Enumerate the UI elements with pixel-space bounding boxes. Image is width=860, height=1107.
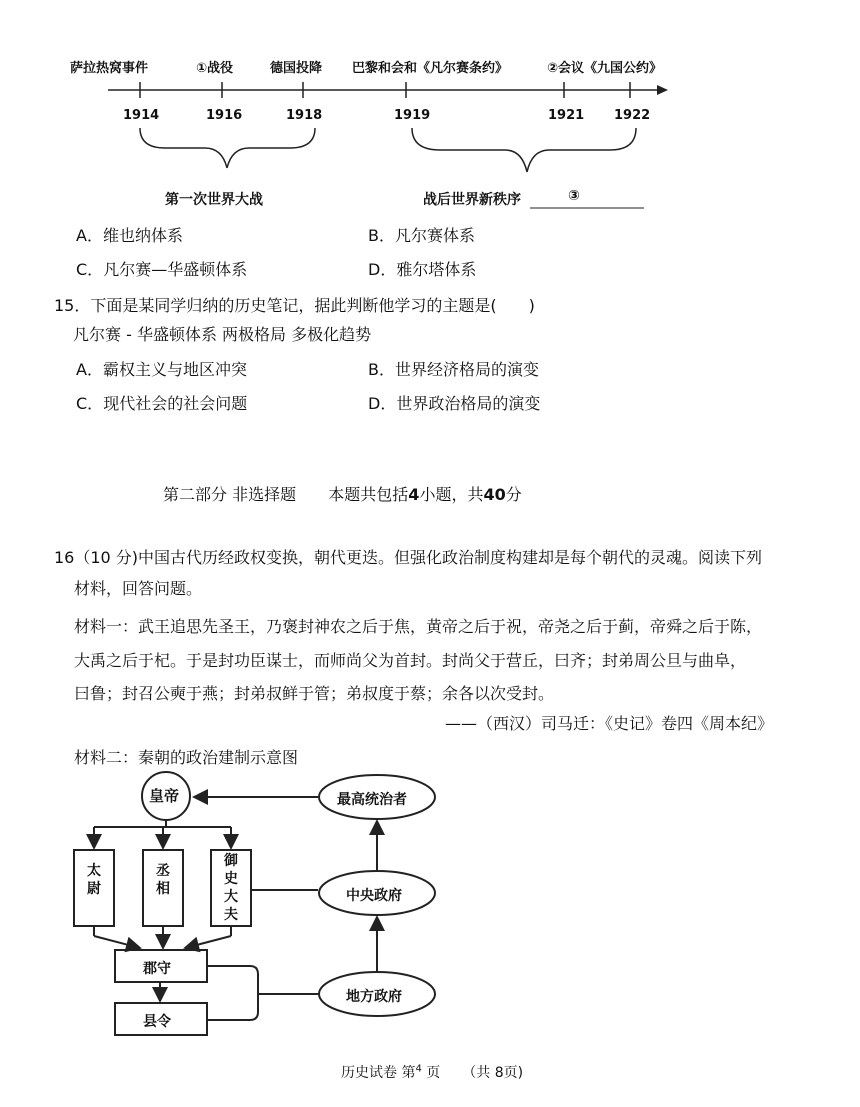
option-a[interactable]: A．霸权主义与地区冲突 — [76, 360, 247, 379]
node-xianling: 县令 — [143, 1014, 171, 1030]
node-yushi-dafu: 御史大夫 — [224, 853, 238, 923]
node-emperor: 皇帝 — [149, 787, 180, 805]
timeline-event: ②会议《九国公约》 — [547, 61, 663, 76]
material-2-title: 材料二：秦朝的政治建制示意图 — [74, 748, 299, 767]
timeline-year: 1922 — [614, 108, 651, 123]
timeline-year: 1921 — [548, 108, 585, 123]
option-c[interactable]: C．凡尔赛—华盛顿体系 — [76, 260, 248, 279]
page-footer: 历史试卷 第$^4$ 页 （共 8页) — [341, 1063, 524, 1081]
timeline-year: 1918 — [286, 108, 323, 123]
part2-heading: 第二部分 非选择题 本题共包括4小题，共40分 — [163, 485, 522, 504]
option-c[interactable]: C．现代社会的社会问题 — [76, 394, 248, 413]
material-1-line: 材料一：武王追思先圣王，乃褒封神农之后于焦，黄帝之后于祝，帝尧之后于蓟，帝舜之后于陈， — [74, 617, 763, 636]
material-1-source: ——（西汉）司马迁：《史记》卷四《周本纪》 — [445, 714, 774, 733]
node-junshou: 郡守 — [143, 961, 171, 977]
timeline-year: 1916 — [206, 108, 243, 123]
question-stem: 16（10 分)中国古代历经政权变换，朝代更迭。但强化政治制度构建却是每个朝代的灵魂。阅读下列 — [54, 548, 763, 567]
question-stem: 15．下面是某同学归纳的历史笔记，据此判断他学习的主题是( ) — [54, 296, 535, 315]
page-number: 4 — [415, 1063, 422, 1075]
blank-marker: ③ — [568, 188, 580, 204]
node-local-government: 地方政府 — [346, 989, 402, 1005]
timeline-event: 德国投降 — [270, 61, 323, 76]
node-central-government: 中央政府 — [346, 888, 402, 904]
option-d[interactable]: D．雅尔塔体系 — [368, 260, 477, 279]
material-1-line: 曰鲁；封召公奭于燕；封弟叔鲜于管；弟叔度于蔡；余各以次受封。 — [74, 684, 555, 703]
timeline-event: 萨拉热窝事件 — [70, 61, 149, 76]
timeline-event: 巴黎和会和《凡尔赛条约》 — [352, 61, 509, 76]
node-chengxiang: 丞相 — [156, 863, 170, 897]
node-supreme-ruler: 最高统治者 — [337, 792, 407, 808]
option-b[interactable]: B．世界经济格局的演变 — [368, 360, 539, 379]
group-label-ww1: 第一次世界大战 — [165, 192, 263, 208]
node-taiwei: 太尉 — [87, 863, 101, 897]
question-stem-cont: 材料，回答问题。 — [74, 579, 203, 598]
timeline-event: ①战役 — [196, 61, 234, 76]
timeline-year: 1914 — [123, 108, 160, 123]
option-a[interactable]: A．维也纳体系 — [76, 226, 183, 245]
timeline-year: 1919 — [394, 108, 431, 123]
group-label-new-order: 战后世界新秩序 — [423, 192, 521, 208]
question-notes: 凡尔赛 - 华盛顿体系 两极格局 多极化趋势 — [73, 325, 372, 344]
option-d[interactable]: D．世界政治格局的演变 — [368, 394, 541, 413]
material-1-line: 大禹之后于杞。于是封功臣谋士，而师尚父为首封。封尚父于营丘，曰齐；封弟周公旦与曲阜， — [74, 651, 747, 670]
option-b[interactable]: B．凡尔赛体系 — [368, 226, 475, 245]
